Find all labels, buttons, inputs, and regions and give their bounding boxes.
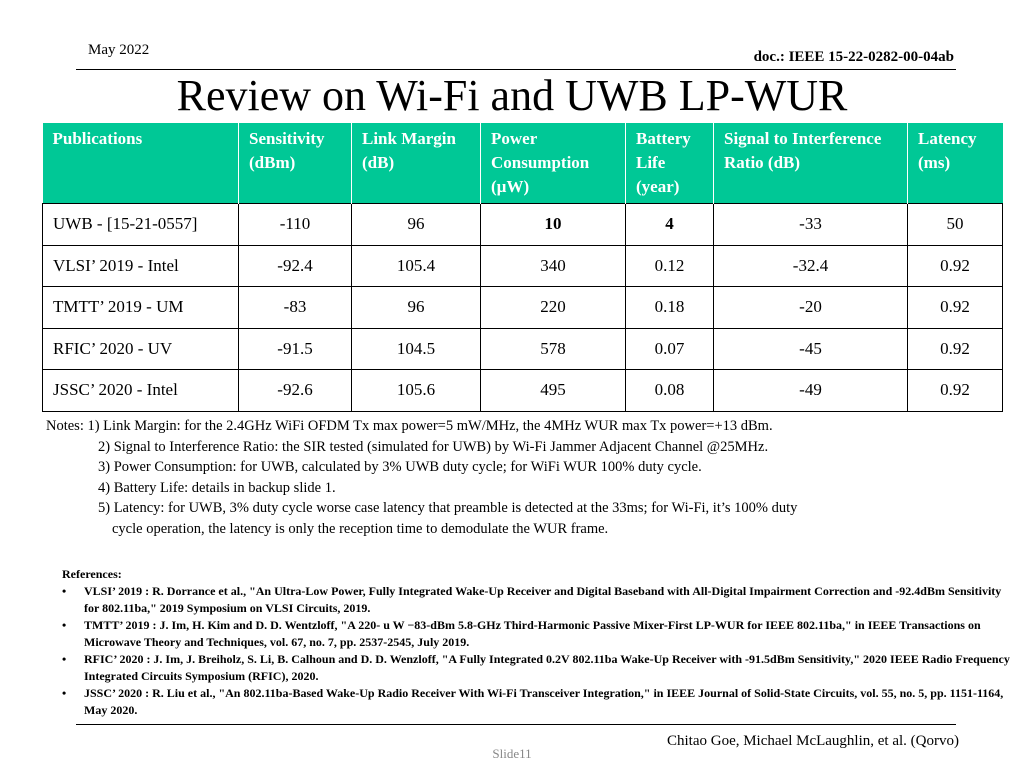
- column-header: Battery Life (year): [626, 123, 714, 204]
- table-cell: 0.92: [908, 287, 1003, 329]
- reference-item: [62, 617, 1017, 651]
- reference-text: JSSC’ 2020 : R. Liu et al., "An 802.11ba-Based Wake-Up Radio Receiver With Wi-Fi Transceiver Integration," in IEEE Journal of Solid-State Circuits, vol. 55, no. 5, pp. 1151-1164, May 2020.: [84, 686, 1004, 717]
- slide-number: Slide11: [492, 746, 532, 761]
- table-cell: 578: [481, 328, 626, 370]
- note-line: 5) Latency: for UWB, 3% duty cycle worse case latency that preamble is detected at the 33ms; for Wi-Fi, it’s 100% duty: [98, 500, 798, 516]
- column-header: Link Margin (dB): [352, 123, 481, 204]
- column-header: Latency (ms): [908, 123, 1003, 204]
- bullet-icon: •: [62, 686, 67, 700]
- note-line: cycle operation, the latency is only the reception time to demodulate the WUR frame.: [112, 520, 609, 537]
- bullet-icon: •: [62, 618, 67, 632]
- table-row: [43, 287, 1003, 329]
- table-cell: TMTT’ 2019 - UM: [43, 287, 239, 329]
- reference-item: [62, 651, 1017, 685]
- table-cell: 104.5: [352, 328, 481, 370]
- references-heading: References:: [62, 567, 122, 581]
- column-header: Sensitivity (dBm): [239, 123, 352, 204]
- table-cell: 105.6: [352, 370, 481, 412]
- note-line: Notes: 1) Link Margin: for the 2.4GHz WiFi OFDM Tx max power=5 mW/MHz, the 4MHz WUR max Tx power=+13 dBm.: [46, 418, 773, 434]
- table-cell: -45: [714, 328, 908, 370]
- table-cell: -91.5: [239, 328, 352, 370]
- table-cell: -32.4: [714, 245, 908, 287]
- table-cell: -92.6: [239, 370, 352, 412]
- table-cell: 0.08: [626, 370, 714, 412]
- table-cell: -92.4: [239, 245, 352, 287]
- reference-item: [62, 685, 1017, 719]
- table-cell: 0.18: [626, 287, 714, 329]
- table-cell: 340: [481, 245, 626, 287]
- slide-title: Review on Wi-Fi and UWB LP-WUR: [176, 71, 848, 120]
- table-row: [43, 328, 1003, 370]
- note-line: 4) Battery Life: details in backup slide 1.: [98, 479, 336, 496]
- column-header: Publications: [43, 123, 239, 204]
- table-cell: 220: [481, 287, 626, 329]
- reference-text: VLSI’ 2019 : R. Dorrance et al., "An Ultra-Low Power, Fully Integrated Wake-Up Receiver and Digital Baseband with All-Digital Impairment Correction and -92.4dBm Sensitivity for 802.11ba," 2019 Symposium on VLSI Circuits, 2019.: [84, 584, 1002, 615]
- column-header: Power Consumption (µW): [481, 123, 626, 204]
- table-cell: 96: [352, 287, 481, 329]
- bullet-icon: •: [62, 652, 67, 666]
- references-block: [62, 566, 1017, 719]
- table-header-row: [43, 123, 1003, 204]
- table-cell: 0.12: [626, 245, 714, 287]
- table-row: [43, 245, 1003, 287]
- table-cell: 0.92: [908, 328, 1003, 370]
- table-cell: -110: [239, 204, 352, 246]
- table-cell: 0.92: [908, 245, 1003, 287]
- reference-text: RFIC’ 2020 : J. Im, J. Breiholz, S. Li, B. Calhoun and D. D. Wenzloff, "A Fully Integrated 0.2V 802.11ba Wake-Up Receiver with -91.5dBm Sensitivity," 2020 IEEE Radio Frequency Integrated Circuits Symposium (RFIC), 2020.: [84, 652, 1010, 683]
- bullet-icon: •: [62, 584, 67, 598]
- table-cell: VLSI’ 2019 - Intel: [43, 245, 239, 287]
- table-cell: 105.4: [352, 245, 481, 287]
- table-cell: 96: [352, 204, 481, 246]
- table-cell: 4: [626, 204, 714, 246]
- header-date: May 2022: [88, 42, 150, 58]
- table-cell: -33: [714, 204, 908, 246]
- footer-divider: [76, 724, 956, 725]
- notes-block: [46, 416, 1006, 539]
- table-cell: -83: [239, 287, 352, 329]
- table-cell: 0.92: [908, 370, 1003, 412]
- table-cell: 0.07: [626, 328, 714, 370]
- table-cell: RFIC’ 2020 - UV: [43, 328, 239, 370]
- note-line: 2) Signal to Interference Ratio: the SIR tested (simulated for UWB) by Wi-Fi Jammer Adjacent Channel @25MHz.: [98, 438, 769, 455]
- note-line: 3) Power Consumption: for UWB, calculated by 3% UWB duty cycle; for WiFi WUR 100% duty cycle.: [98, 459, 702, 475]
- table-cell: 50: [908, 204, 1003, 246]
- table-row: [43, 370, 1003, 412]
- comparison-table: [42, 123, 1003, 412]
- reference-item: [62, 583, 1017, 617]
- footer-authors: Chitao Goe, Michael McLaughlin, et al. (Qorvo): [666, 733, 959, 749]
- table-cell: -20: [714, 287, 908, 329]
- table-cell: 10: [481, 204, 626, 246]
- references-list: [62, 583, 1017, 719]
- table-cell: UWB - [15-21-0557]: [43, 204, 239, 246]
- reference-text: TMTT’ 2019 : J. Im, H. Kim and D. D. Wentzloff, "A 220- u W −83-dBm 5.8-GHz Third-Harmonic Passive Mixer-First LP-WUR for IEEE 802.11ba," in IEEE Transactions on Microwave Theory and Techniques, vol. 67, no. 7, pp. 2537-2545, July 2019.: [84, 618, 981, 649]
- column-header: Signal to Interference Ratio (dB): [714, 123, 908, 204]
- table-row: [43, 204, 1003, 246]
- table-cell: -49: [714, 370, 908, 412]
- table-cell: JSSC’ 2020 - Intel: [43, 370, 239, 412]
- table-cell: 495: [481, 370, 626, 412]
- document-id: doc.: IEEE 15-22-0282-00-04ab: [753, 49, 954, 65]
